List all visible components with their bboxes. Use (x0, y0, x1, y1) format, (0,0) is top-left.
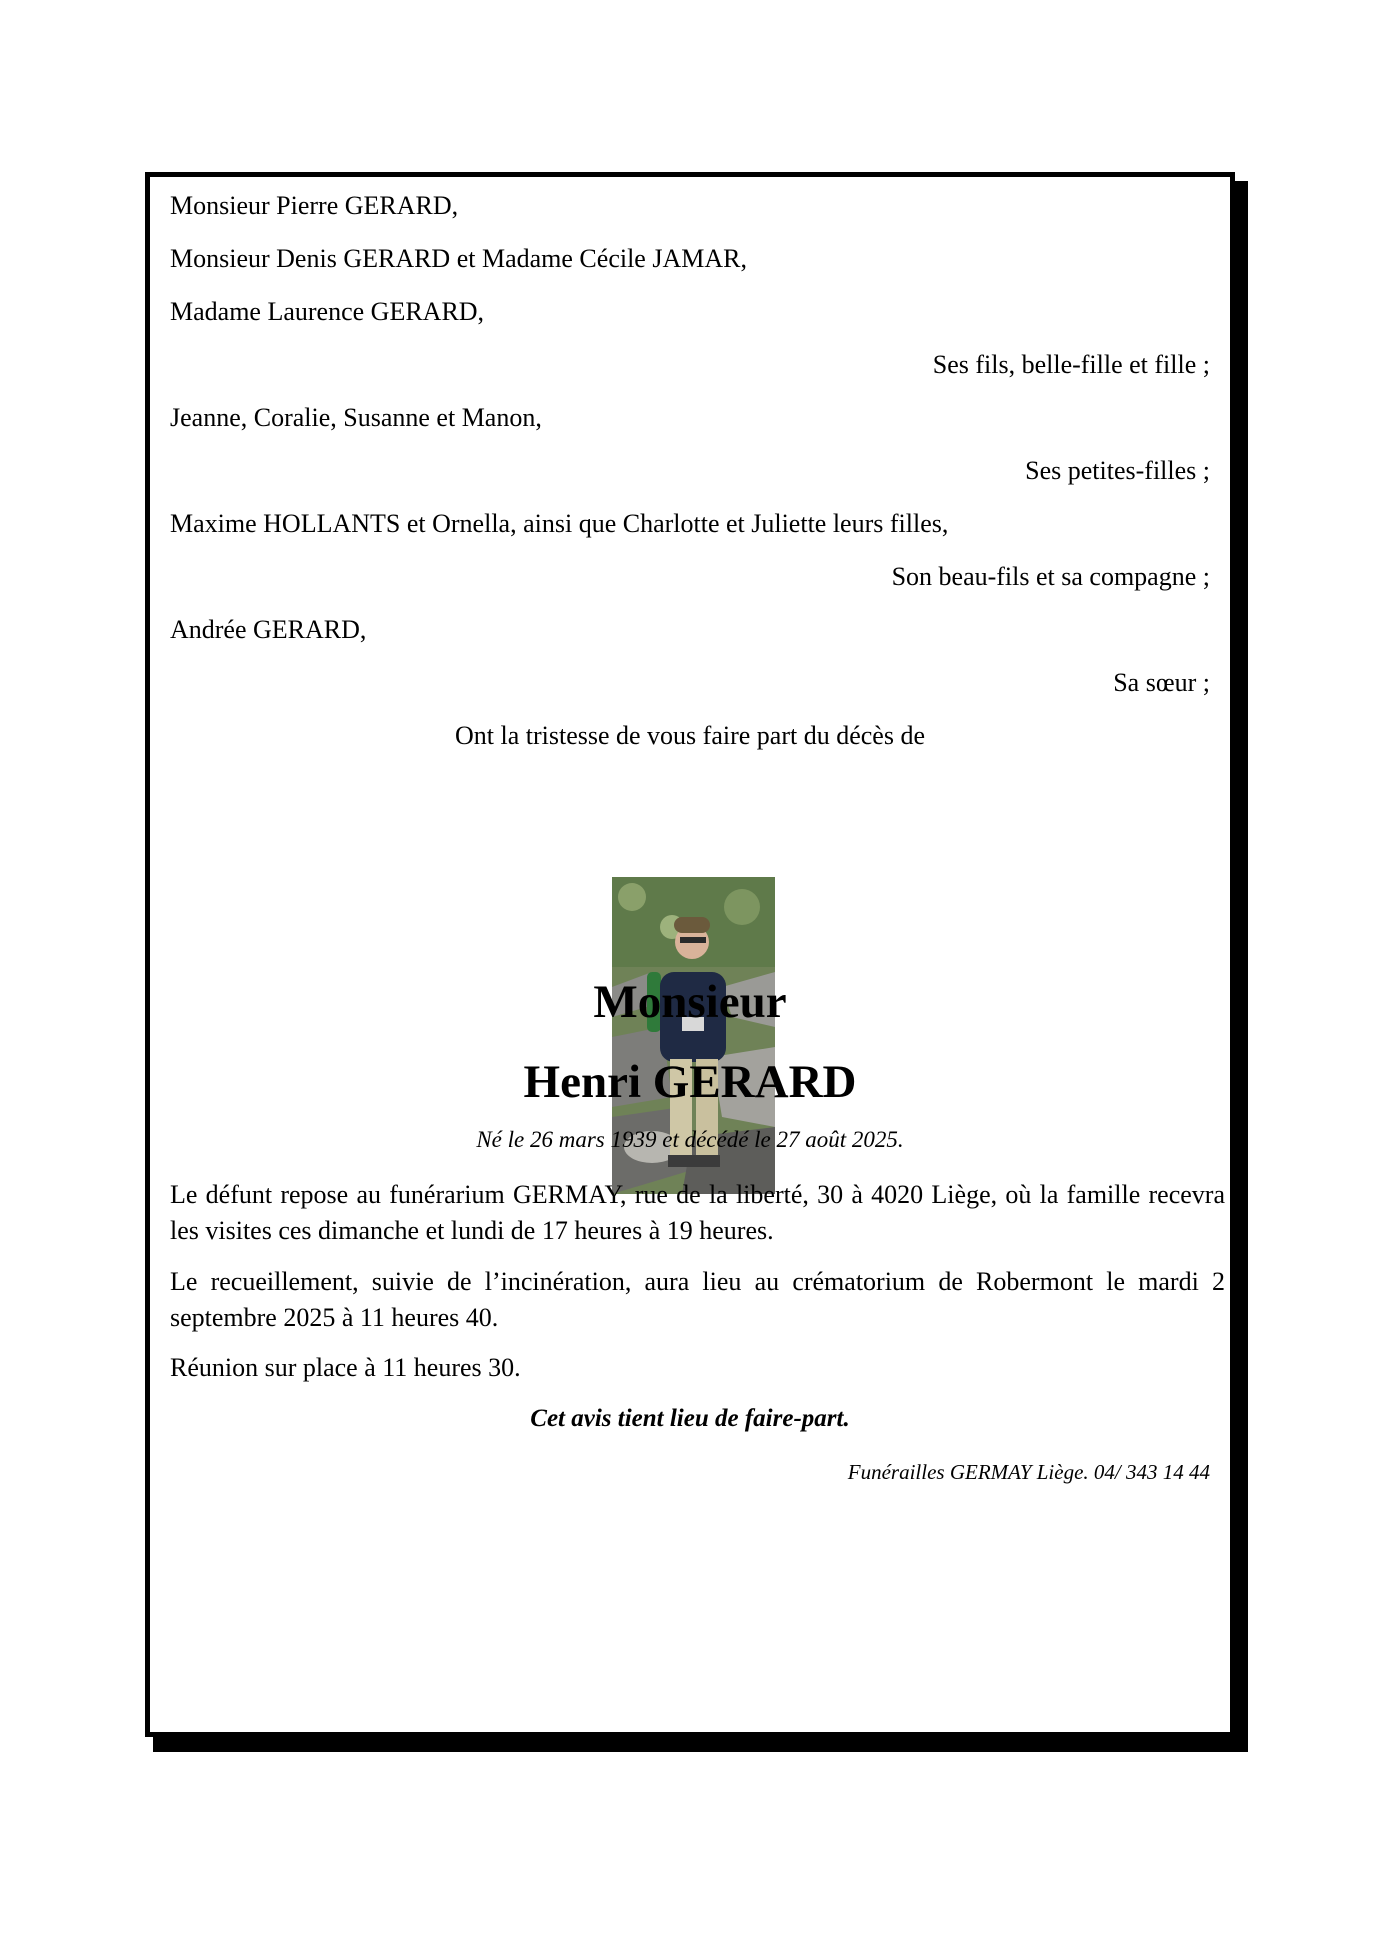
relation-line-4: Sa sœur ; (1113, 668, 1210, 697)
relation-line-2: Ses petites-filles ; (1025, 456, 1210, 485)
obituary-card (145, 172, 1235, 1737)
family-line-4: Jeanne, Coralie, Susanne et Manon, (170, 403, 542, 432)
meeting-details: Réunion sur place à 11 heures 30. (170, 1353, 521, 1382)
family-line-5: Maxime HOLLANTS et Ornella, ainsi que Charlotte et Juliette leurs filles, (170, 509, 949, 538)
deceased-title: Monsieur (593, 976, 787, 1028)
announcement-text: Ont la tristesse de vous faire part du décès de (454, 721, 925, 750)
family-line-2: Monsieur Denis GERARD et Madame Cécile JAMAR, (170, 244, 747, 273)
family-line-6: Andrée GERARD, (170, 615, 367, 644)
notice-text: Cet avis tient lieu de faire-part. (530, 1405, 850, 1432)
family-line-3: Madame Laurence GERARD, (170, 297, 485, 326)
life-dates: Né le 26 mars 1939 et décédé le 27 août 2025. (476, 1127, 904, 1152)
ceremony-details: Le recueillement, suivie de l’incinération, aura lieu au crématorium de Robermont le mardi 2 septembre 2025 à 11 heures 40. (170, 1267, 1225, 1332)
relation-line-1: Ses fils, belle-fille et fille ; (932, 350, 1210, 379)
rest-details: Le défunt repose au funérarium GERMAY, rue de la liberté, 30 à 4020 Liège, où la famille recevra les visites ces dimanche et lundi de 17 heures à 19 heures. (170, 1180, 1225, 1245)
funeral-home-footer: Funérailles GERMAY Liège. 04/ 343 14 44 (847, 1460, 1210, 1484)
relation-line-3: Son beau-fils et sa compagne ; (891, 562, 1210, 591)
deceased-name: Henri GERARD (523, 1056, 857, 1108)
family-line-1: Monsieur Pierre GERARD, (170, 191, 459, 220)
